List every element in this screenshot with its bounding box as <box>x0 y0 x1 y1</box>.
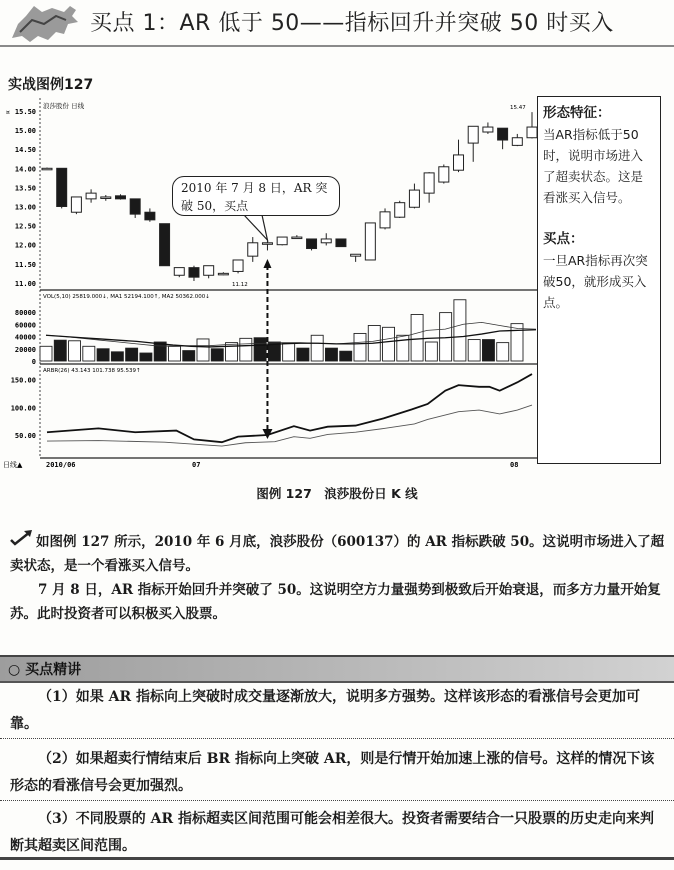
volume-header: VOL(5,10) 25819.000↓, MA1 52194.100↑, MA2 50362.000↓ <box>43 294 210 300</box>
volume-tick-label: 20000 <box>14 345 36 354</box>
volume-bar-down <box>254 338 266 361</box>
candle-up <box>218 273 228 275</box>
body-text <box>10 530 666 626</box>
candle-up <box>365 223 375 260</box>
candle-up <box>174 268 184 276</box>
volume-tick-label: 40000 <box>14 333 36 342</box>
price-tick-label: 11.50 <box>14 260 36 269</box>
candle-down <box>498 128 508 140</box>
feature-text: 当AR指标低于50时，说明市场进入了超卖状态。这是看涨买入信号。 <box>543 127 644 205</box>
volume-bar-up <box>40 346 52 361</box>
candle-up <box>527 127 537 138</box>
price-tick-label: 13.00 <box>14 203 36 212</box>
candle-down <box>189 268 199 278</box>
pattern-sidebar <box>537 96 661 464</box>
volume-bar-down <box>340 351 352 361</box>
tip-item-1: （1）如果 AR 指标向上突破时成交量逐渐放大，说明多方强势。这样该形态的看涨信号会更加可靠。 <box>10 689 640 732</box>
price-axis-marker: ¤ <box>6 109 10 116</box>
buy-text: 一旦AR指标再次突破50，就形成买入点。 <box>543 253 648 310</box>
volume-bar-down <box>54 340 66 361</box>
volume-bar-up <box>468 340 480 361</box>
buy-title: 买点： <box>543 231 584 247</box>
arbr-tick-label: 50.00 <box>14 432 36 440</box>
candle-up <box>277 237 287 245</box>
volume-bar-down <box>154 342 166 361</box>
candle-up <box>71 197 81 212</box>
date-label-end: 08 <box>510 461 519 469</box>
candle-up <box>439 167 449 182</box>
candle-up <box>248 243 258 256</box>
price-tick-label: 12.50 <box>14 222 36 231</box>
callout-tail <box>244 215 267 240</box>
paragraph-1: 如图例 127 所示，2010 年 6 月底，浪莎股份（600137）的 AR 指标跌破 50。这说明市场进入了超卖状态，是一个看涨买入信号。 <box>10 534 665 574</box>
volume-bar-up <box>425 342 437 361</box>
volume-bar-up <box>311 335 323 361</box>
arbr-header: ARBR(26) 43.143 101.738 95.539↑ <box>43 368 141 374</box>
candle-up <box>42 168 52 170</box>
date-label-start: 2010/06 <box>46 461 76 469</box>
price-tick-label: 13.50 <box>14 184 36 193</box>
candle-down <box>160 224 170 266</box>
bottom-rule <box>0 857 674 860</box>
volume-bar-up <box>411 314 423 361</box>
price-high-label: 15.47 <box>510 105 526 111</box>
candle-down <box>145 212 155 220</box>
candle-up <box>454 155 464 170</box>
candle-up <box>409 190 419 207</box>
candle-up <box>292 237 302 239</box>
price-low-label: 11.12 <box>232 282 248 288</box>
tip-item-3: （3）不同股票的 AR 指标超卖区间范围可能会相差很大。投资者需要结合一只股票的历史走向来判断其超卖区间范围。 <box>10 811 654 854</box>
price-tick-label: 15.00 <box>14 127 36 136</box>
candle-down <box>130 199 140 214</box>
candle-up <box>380 212 390 228</box>
volume-bar-down <box>140 353 152 361</box>
volume-bar-up <box>354 333 366 361</box>
page-title: 买点 1：AR 低于 50——指标回升并突破 50 时买入 <box>90 11 614 36</box>
paragraph-2: 7 月 8 日，AR 指标开始回升并突破了 50。这说明空方力量强势到极致后开始衰退，而多方力量开始复苏。此时投资者可以积极买入股票。 <box>10 582 661 622</box>
candle-up <box>204 266 214 276</box>
candle-up <box>86 193 96 199</box>
candle-up <box>424 173 434 193</box>
volume-bar-down <box>211 349 223 361</box>
candle-up <box>321 239 331 243</box>
price-tick-label: 14.50 <box>14 146 36 155</box>
price-tick-label: 14.00 <box>14 165 36 174</box>
figure-caption: 图例 127 浪莎股份日 K 线 <box>256 486 418 501</box>
price-tick-label: 11.00 <box>14 279 36 288</box>
candle-down <box>115 196 125 199</box>
volume-bar-down <box>126 348 138 361</box>
candle-up <box>351 254 361 256</box>
volume-bar-up <box>283 343 295 361</box>
volume-bar-down <box>297 348 309 361</box>
dotted-divider <box>0 738 674 739</box>
period-label: 日线▲ <box>3 461 23 469</box>
candle-up <box>468 126 478 143</box>
date-label-mid: 07 <box>192 461 201 469</box>
chart-title: 浪莎股份 日线 <box>43 102 85 110</box>
section-header <box>0 655 674 683</box>
arbr-tick-label: 150.00 <box>10 376 36 385</box>
candle-down <box>307 239 317 249</box>
example-title: 实战图例127 <box>8 77 94 93</box>
candle-up <box>512 138 522 146</box>
candle-down <box>336 239 346 247</box>
br-line <box>47 405 532 446</box>
feature-title: 形态特征： <box>543 105 611 121</box>
volume-bar-up <box>69 341 81 361</box>
volume-bar-down <box>482 340 494 361</box>
candle-down <box>57 168 67 206</box>
candle-up <box>395 203 405 218</box>
section-title: ○ 买点精讲 <box>8 662 82 678</box>
volume-tick-label: 80000 <box>14 309 36 317</box>
volume-bar-down <box>111 352 123 361</box>
candle-up <box>101 197 111 199</box>
volume-bar-up <box>83 346 95 361</box>
dotted-divider <box>0 800 674 801</box>
volume-bar-down <box>325 348 337 361</box>
volume-bar-up <box>454 300 466 361</box>
volume-bar-down <box>97 349 109 361</box>
arrow-icon <box>10 530 36 554</box>
candle-up <box>233 260 243 271</box>
volume-tick-label: 60000 <box>14 321 36 330</box>
volume-bar-up <box>497 343 509 361</box>
volume-bar-up <box>197 339 209 361</box>
ar-line <box>47 374 532 442</box>
volume-bar-up <box>168 346 180 361</box>
candle-up <box>262 243 272 245</box>
volume-bar-up <box>511 324 523 361</box>
arbr-tick-label: 100.00 <box>10 404 36 413</box>
volume-bar-down <box>183 351 195 361</box>
tip-item-2: （2）如果超卖行情结束后 BR 指标向上突破 AR，则是行情开始加速上涨的信号。这样的情况下该形态的看涨信号会更加强烈。 <box>10 751 655 794</box>
volume-tick-label: 0 <box>31 358 36 366</box>
price-tick-label: 15.50 <box>14 108 36 116</box>
arrow-up-icon <box>263 259 271 268</box>
volume-bar-up <box>240 338 252 361</box>
volume-bar-up <box>383 327 395 361</box>
price-tick-label: 12.00 <box>14 241 36 250</box>
buy-point-callout: 2010 年 7 月 8 日，AR 突破 50，买点 <box>172 176 340 216</box>
candle-up <box>483 127 493 132</box>
